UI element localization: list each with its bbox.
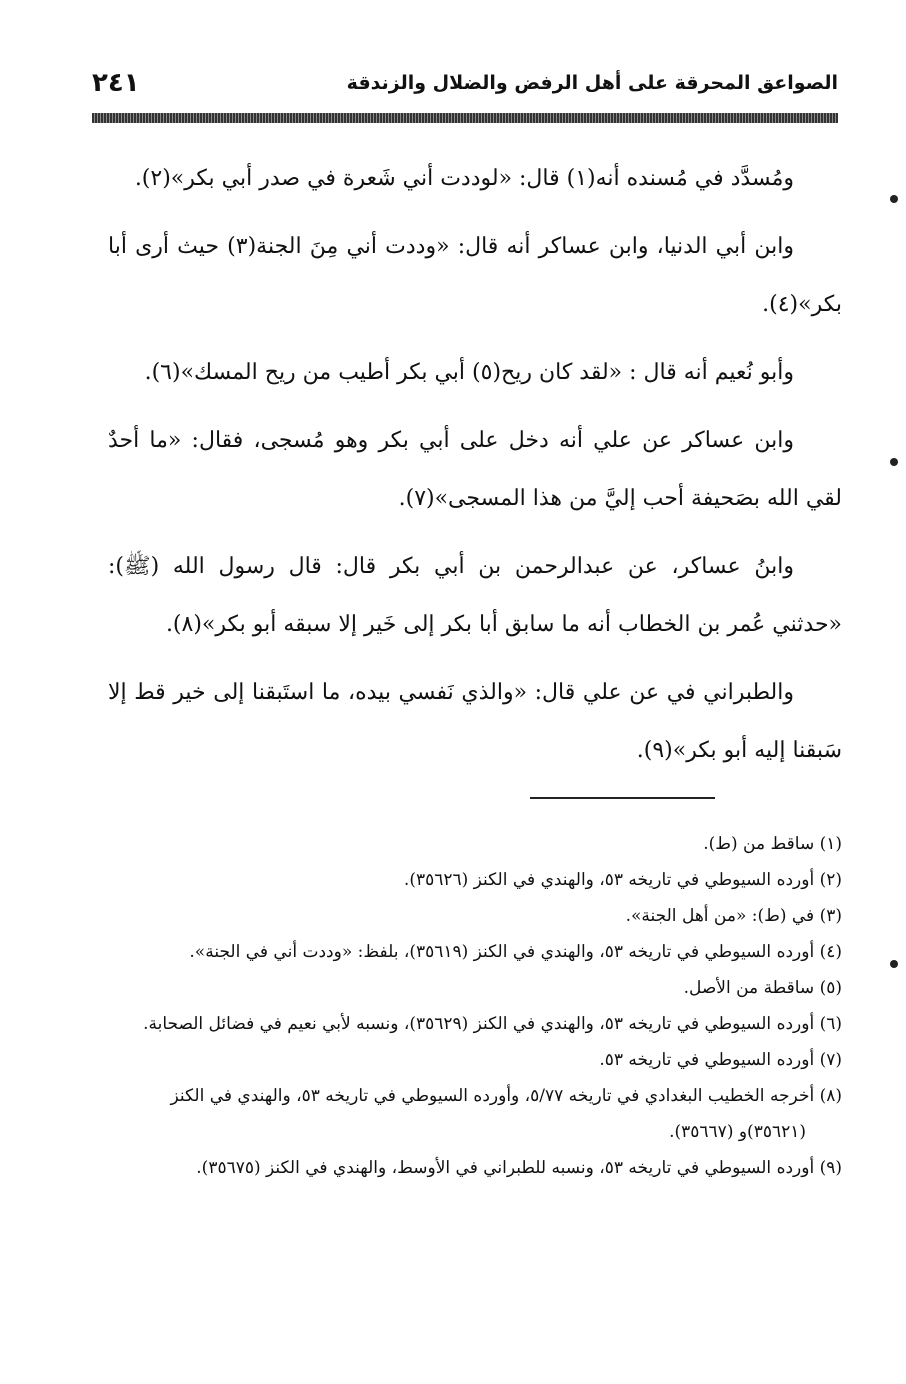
paragraph: وابن عساكر عن علي أنه دخل على أبي بكر وهو مُسجى، فقال: «ما أحدٌ لقي الله بصَحيفة أحب إليَّ من هذا المسجى»(٧). <box>108 428 842 511</box>
footnote: (٦) أورده السيوطي في تاريخه ٥٣، والهندي في الكنز (٣٥٦٢٩)، ونسبه لأبي نعيم في فضائل الصحابة. <box>143 1014 842 1034</box>
footnotes <box>102 826 842 1186</box>
footnote: (١) ساقط من (ط). <box>703 834 842 854</box>
margin-dot <box>890 960 898 968</box>
paragraph: ومُسدَّد في مُسنده أنه(١) قال: «لوددت أني شَعرة في صدر أبي بكر»(٢). <box>134 166 794 191</box>
footnote: (٢) أورده السيوطي في تاريخه ٥٣، والهندي في الكنز (٣٥٦٢٦). <box>403 870 842 890</box>
paragraph: وابن أبي الدنيا، وابن عساكر أنه قال: «وددت أني مِنَ الجنة(٣) حيث أرى أبا بكر»(٤). <box>108 234 842 317</box>
page-number: ٢٤١ <box>92 68 140 98</box>
margin-dot <box>890 458 898 466</box>
paragraph: وأبو نُعيم أنه قال : «لقد كان ريح(٥) أبي بكر أطيب من ريح المسك»(٦). <box>144 360 794 385</box>
running-title: الصواعق المحرقة على أهل الرفض والضلال والزندقة <box>346 72 838 94</box>
page-header <box>92 68 838 108</box>
header-rule <box>92 113 838 123</box>
footnote: (٣) في (ط): «من أهل الجنة». <box>625 906 842 926</box>
footnote: (٥) ساقطة من الأصل. <box>683 978 842 998</box>
main-text <box>108 150 842 790</box>
footnote: (٩) أورده السيوطي في تاريخه ٥٣، ونسبه للطبراني في الأوسط، والهندي في الكنز (٣٥٦٧٥). <box>196 1158 842 1178</box>
paragraph: وابنُ عساكر، عن عبدالرحمن بن أبي بكر قال: قال رسول الله (ﷺ): «حدثني عُمر بن الخطاب أنه ما سابق أبا بكر إلى خَير إلا سبقه أبو بكر»(٨). <box>108 554 842 637</box>
footnote: (٧) أورده السيوطي في تاريخه ٥٣. <box>599 1050 842 1070</box>
footnote-separator <box>530 797 715 799</box>
paragraph: والطبراني في عن علي قال: «والذي نَفسي بيده، ما استَبقنا إلى خير قط إلا سَبقنا إليه أبو بكر»(٩). <box>108 680 842 763</box>
footnote: (٨) أخرجه الخطيب البغدادي في تاريخه ٥/٧٧، وأورده السيوطي في تاريخه ٥٣، والهندي في الكنز (٣٥٦٢١)و (٣٥٦٦٧). <box>170 1086 842 1142</box>
footnote: (٤) أورده السيوطي في تاريخه ٥٣، والهندي في الكنز (٣٥٦١٩)، بلفظ: «وددت أني في الجنة». <box>189 942 842 962</box>
margin-dot <box>890 195 898 203</box>
